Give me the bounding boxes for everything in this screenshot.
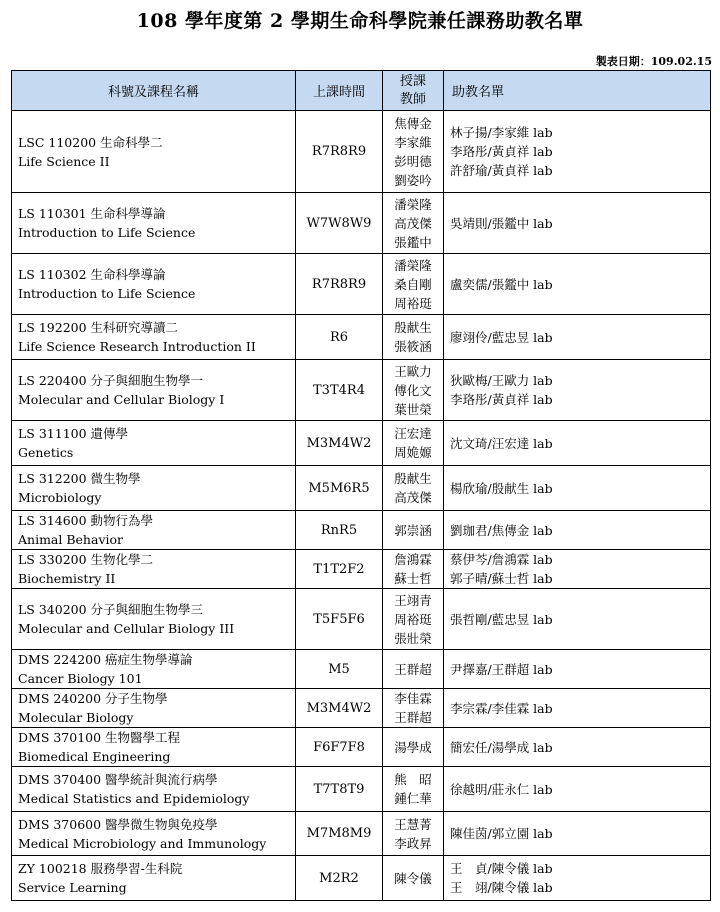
course-code: LS 314600 動物行為學 bbox=[18, 513, 154, 528]
ta-name: 許舒瑜/黃貞祥 lab bbox=[450, 163, 553, 178]
ta-cell bbox=[444, 550, 711, 589]
course-name-en: Life Science Research Introduction II bbox=[18, 339, 256, 354]
ta-name: 楊欣瑜/殷献生 lab bbox=[450, 480, 553, 496]
time-cell: T7T8T9 bbox=[296, 767, 383, 812]
teacher-name: 周姽嫄 bbox=[394, 445, 432, 460]
teacher-name: 李家維 bbox=[394, 134, 432, 150]
course-cell bbox=[12, 254, 296, 315]
teacher-cell bbox=[383, 111, 444, 193]
header-teacher-line1: 授課 bbox=[399, 73, 426, 89]
teacher-name: 王群超 bbox=[394, 661, 432, 677]
header-teacher-line2: 教師 bbox=[399, 91, 426, 107]
course-cell bbox=[12, 466, 296, 511]
course-name-en: Biomedical Engineering bbox=[18, 749, 171, 764]
teacher-cell bbox=[383, 856, 444, 901]
course-cell bbox=[12, 856, 296, 901]
teacher-name: 劉姿吟 bbox=[394, 172, 432, 188]
table-row bbox=[12, 254, 711, 315]
course-cell bbox=[12, 193, 296, 254]
teacher-name: 潘榮隆 bbox=[394, 257, 432, 273]
teacher-name: 桑自剛 bbox=[394, 276, 432, 292]
teacher-name: 傅化文 bbox=[394, 382, 432, 398]
header-ta: 助教名單 bbox=[444, 71, 711, 111]
table-row bbox=[12, 511, 711, 550]
teacher-name: 周裕珽 bbox=[394, 611, 432, 627]
course-cell bbox=[12, 550, 296, 589]
course-cell bbox=[12, 511, 296, 550]
ta-cell bbox=[444, 589, 711, 650]
ta-cell bbox=[444, 511, 711, 550]
ta-cell bbox=[444, 254, 711, 315]
teacher-name: 高茂傑 bbox=[394, 215, 432, 231]
table-row bbox=[12, 856, 711, 901]
table-row bbox=[12, 589, 711, 650]
teacher-name: 殷献生 bbox=[394, 471, 432, 486]
teacher-name: 張壯榮 bbox=[394, 630, 432, 646]
teacher-cell bbox=[383, 360, 444, 421]
time-cell: M3M4W2 bbox=[296, 421, 383, 466]
ta-name: 徐越明/莊永仁 lab bbox=[450, 781, 553, 797]
course-name-en: Microbiology bbox=[18, 490, 102, 505]
ta-cell bbox=[444, 767, 711, 812]
ta-cell bbox=[444, 193, 711, 254]
ta-table bbox=[11, 70, 711, 901]
ta-name: 李珞彤/黃貞祥 lab bbox=[450, 392, 553, 407]
course-name-en: Biochemistry II bbox=[18, 571, 116, 586]
time-cell: T3T4R4 bbox=[296, 360, 383, 421]
teacher-name: 張鑑中 bbox=[394, 234, 432, 250]
teacher-cell bbox=[383, 254, 444, 315]
course-name-en: Life Science II bbox=[18, 153, 110, 169]
ta-cell bbox=[444, 315, 711, 360]
teacher-name: 汪宏達 bbox=[394, 426, 432, 441]
time-cell: M3M4W2 bbox=[296, 689, 383, 728]
teacher-name: 王慧菁 bbox=[394, 816, 432, 832]
teacher-cell bbox=[383, 812, 444, 856]
course-name-en: Molecular Biology bbox=[18, 710, 134, 725]
course-code: LS 311100 遺傳學 bbox=[18, 426, 129, 441]
course-code: LSC 110200 生命科學二 bbox=[18, 134, 163, 150]
ta-cell bbox=[444, 421, 711, 466]
ta-name: 張哲剛/藍忠昱 lab bbox=[450, 611, 553, 627]
ta-cell bbox=[444, 466, 711, 511]
teacher-name: 潘榮隆 bbox=[394, 196, 432, 212]
table-row bbox=[12, 650, 711, 689]
ta-cell bbox=[444, 689, 711, 728]
table-row bbox=[12, 728, 711, 767]
course-code: DMS 240200 分子生物學 bbox=[18, 691, 168, 706]
ta-cell bbox=[444, 812, 711, 856]
course-cell bbox=[12, 689, 296, 728]
table-row bbox=[12, 689, 711, 728]
teacher-cell bbox=[383, 589, 444, 650]
course-code: LS 192200 生科研究導讀二 bbox=[18, 320, 179, 335]
teacher-cell bbox=[383, 767, 444, 812]
teacher-name: 周裕珽 bbox=[394, 295, 432, 311]
table-row bbox=[12, 193, 711, 254]
teacher-name: 殷献生 bbox=[394, 320, 432, 335]
ta-name: 郭子晴/蘇士哲 lab bbox=[450, 571, 553, 586]
header-course: 科號及課程名稱 bbox=[12, 71, 296, 111]
teacher-cell bbox=[383, 550, 444, 589]
ta-name: 李珞彤/黃貞祥 lab bbox=[450, 144, 553, 159]
table-row bbox=[12, 812, 711, 856]
course-code: LS 312200 微生物學 bbox=[18, 471, 141, 486]
teacher-name: 詹鴻霖 bbox=[394, 552, 432, 567]
course-cell bbox=[12, 767, 296, 812]
ta-name: 尹擇嘉/王群超 lab bbox=[450, 661, 553, 677]
time-cell: R6 bbox=[296, 315, 383, 360]
teacher-name: 王群超 bbox=[394, 710, 432, 725]
course-cell bbox=[12, 589, 296, 650]
course-name-en: Introduction to Life Science bbox=[18, 225, 196, 240]
table-row bbox=[12, 550, 711, 589]
course-cell bbox=[12, 360, 296, 421]
course-code: DMS 370600 醫學微生物與免疫學 bbox=[18, 816, 218, 832]
ta-cell bbox=[444, 111, 711, 193]
teacher-cell bbox=[383, 689, 444, 728]
ta-cell bbox=[444, 360, 711, 421]
time-cell: M5 bbox=[296, 650, 383, 689]
teacher-name: 王歐力 bbox=[394, 363, 432, 379]
teacher-cell bbox=[383, 193, 444, 254]
teacher-name: 李政昇 bbox=[394, 835, 432, 851]
ta-name: 狄歐梅/王歐力 lab bbox=[450, 373, 553, 388]
time-cell: W7W8W9 bbox=[296, 193, 383, 254]
course-cell bbox=[12, 111, 296, 193]
time-cell: R7R8R9 bbox=[296, 254, 383, 315]
table-row bbox=[12, 421, 711, 466]
teacher-name: 王翊青 bbox=[394, 592, 432, 608]
course-name-en: Medical Statistics and Epidemiology bbox=[18, 791, 250, 806]
teacher-name: 焦傳金 bbox=[394, 115, 432, 131]
ta-cell bbox=[444, 728, 711, 767]
ta-name: 王 翊/陳令儀 lab bbox=[450, 880, 553, 895]
course-cell bbox=[12, 650, 296, 689]
ta-cell bbox=[444, 856, 711, 901]
course-name-en: Cancer Biology 101 bbox=[18, 671, 143, 686]
ta-cell bbox=[444, 650, 711, 689]
ta-name: 吳靖則/張鑑中 lab bbox=[450, 215, 553, 231]
table-row bbox=[12, 360, 711, 421]
course-name-en: Medical Microbiology and Immunology bbox=[18, 835, 267, 851]
time-cell: M7M8M9 bbox=[296, 812, 383, 856]
course-code: DMS 370400 醫學統計與流行病學 bbox=[18, 772, 218, 787]
time-cell: RnR5 bbox=[296, 511, 383, 550]
ta-name: 劉珈君/焦傳金 lab bbox=[450, 522, 553, 538]
course-cell bbox=[12, 421, 296, 466]
course-code: DMS 370100 生物醫學工程 bbox=[18, 730, 181, 745]
course-cell bbox=[12, 812, 296, 856]
course-name-en: Service Learning bbox=[18, 880, 127, 895]
course-name-en: Animal Behavior bbox=[18, 532, 123, 547]
time-cell: F6F7F8 bbox=[296, 728, 383, 767]
table-row bbox=[12, 767, 711, 812]
teacher-name: 陳令儀 bbox=[394, 870, 432, 886]
header-row bbox=[12, 71, 711, 111]
page-title: 108 學年度第 2 學期生命科學院兼任課務助教名單 bbox=[136, 10, 584, 32]
teacher-cell bbox=[383, 315, 444, 360]
teacher-name: 高茂傑 bbox=[394, 490, 432, 505]
course-code: LS 340200 分子與細胞生物學三 bbox=[18, 602, 204, 617]
course-name-en: Introduction to Life Science bbox=[18, 286, 196, 301]
ta-name: 廖翊伶/藍忠昱 lab bbox=[450, 329, 553, 345]
ta-name: 林子揚/李家維 lab bbox=[450, 125, 553, 140]
ta-name: 李宗霖/李佳霖 lab bbox=[450, 700, 553, 716]
teacher-name: 張筱涵 bbox=[394, 339, 432, 354]
time-cell: M5M6R5 bbox=[296, 466, 383, 511]
teacher-name: 李佳霖 bbox=[394, 691, 432, 706]
course-code: DMS 224200 癌症生物學導論 bbox=[18, 652, 193, 667]
teacher-cell bbox=[383, 421, 444, 466]
teacher-cell bbox=[383, 466, 444, 511]
table-row bbox=[12, 111, 711, 193]
teacher-cell bbox=[383, 511, 444, 550]
course-name-en: Molecular and Cellular Biology III bbox=[18, 621, 235, 636]
teacher-name: 彭明德 bbox=[394, 153, 432, 169]
teacher-name: 蘇士哲 bbox=[394, 571, 432, 586]
table-row bbox=[12, 315, 711, 360]
course-cell bbox=[12, 315, 296, 360]
teacher-name: 鍾仁華 bbox=[394, 791, 432, 806]
table-row bbox=[12, 466, 711, 511]
teacher-name: 熊 昭 bbox=[394, 772, 432, 787]
header-teacher bbox=[383, 71, 444, 111]
course-name-en: Molecular and Cellular Biology I bbox=[18, 392, 225, 407]
time-cell: M2R2 bbox=[296, 856, 383, 901]
teacher-name: 葉世榮 bbox=[394, 401, 432, 417]
ta-name: 沈文琦/汪宏達 lab bbox=[450, 435, 553, 451]
time-cell: T1T2F2 bbox=[296, 550, 383, 589]
course-code: ZY 100218 服務學習-生科院 bbox=[18, 861, 183, 876]
ta-name: 蔡伊芩/詹鴻霖 lab bbox=[450, 552, 553, 567]
course-code: LS 110302 生命科學導論 bbox=[18, 267, 166, 282]
header-time: 上課時間 bbox=[296, 71, 383, 111]
ta-name: 王 貞/陳令儀 lab bbox=[450, 861, 553, 876]
teacher-name: 湯學成 bbox=[394, 739, 432, 755]
teacher-name: 郭崇涵 bbox=[394, 522, 432, 538]
ta-name: 陳佳茵/郭立園 lab bbox=[450, 826, 553, 841]
teacher-cell bbox=[383, 728, 444, 767]
course-name-en: Genetics bbox=[18, 445, 74, 460]
course-cell bbox=[12, 728, 296, 767]
course-code: LS 110301 生命科學導論 bbox=[18, 206, 166, 221]
course-code: LS 330200 生物化學二 bbox=[18, 552, 154, 567]
date-label: 製表日期：109.02.15 bbox=[595, 55, 712, 68]
time-cell: R7R8R9 bbox=[296, 111, 383, 193]
course-code: LS 220400 分子與細胞生物學一 bbox=[18, 373, 204, 388]
teacher-cell bbox=[383, 650, 444, 689]
time-cell: T5F5F6 bbox=[296, 589, 383, 650]
ta-name: 簡宏任/湯學成 lab bbox=[450, 739, 553, 755]
ta-name: 盧奕儒/張鑑中 lab bbox=[450, 276, 553, 292]
table-body bbox=[12, 111, 711, 901]
